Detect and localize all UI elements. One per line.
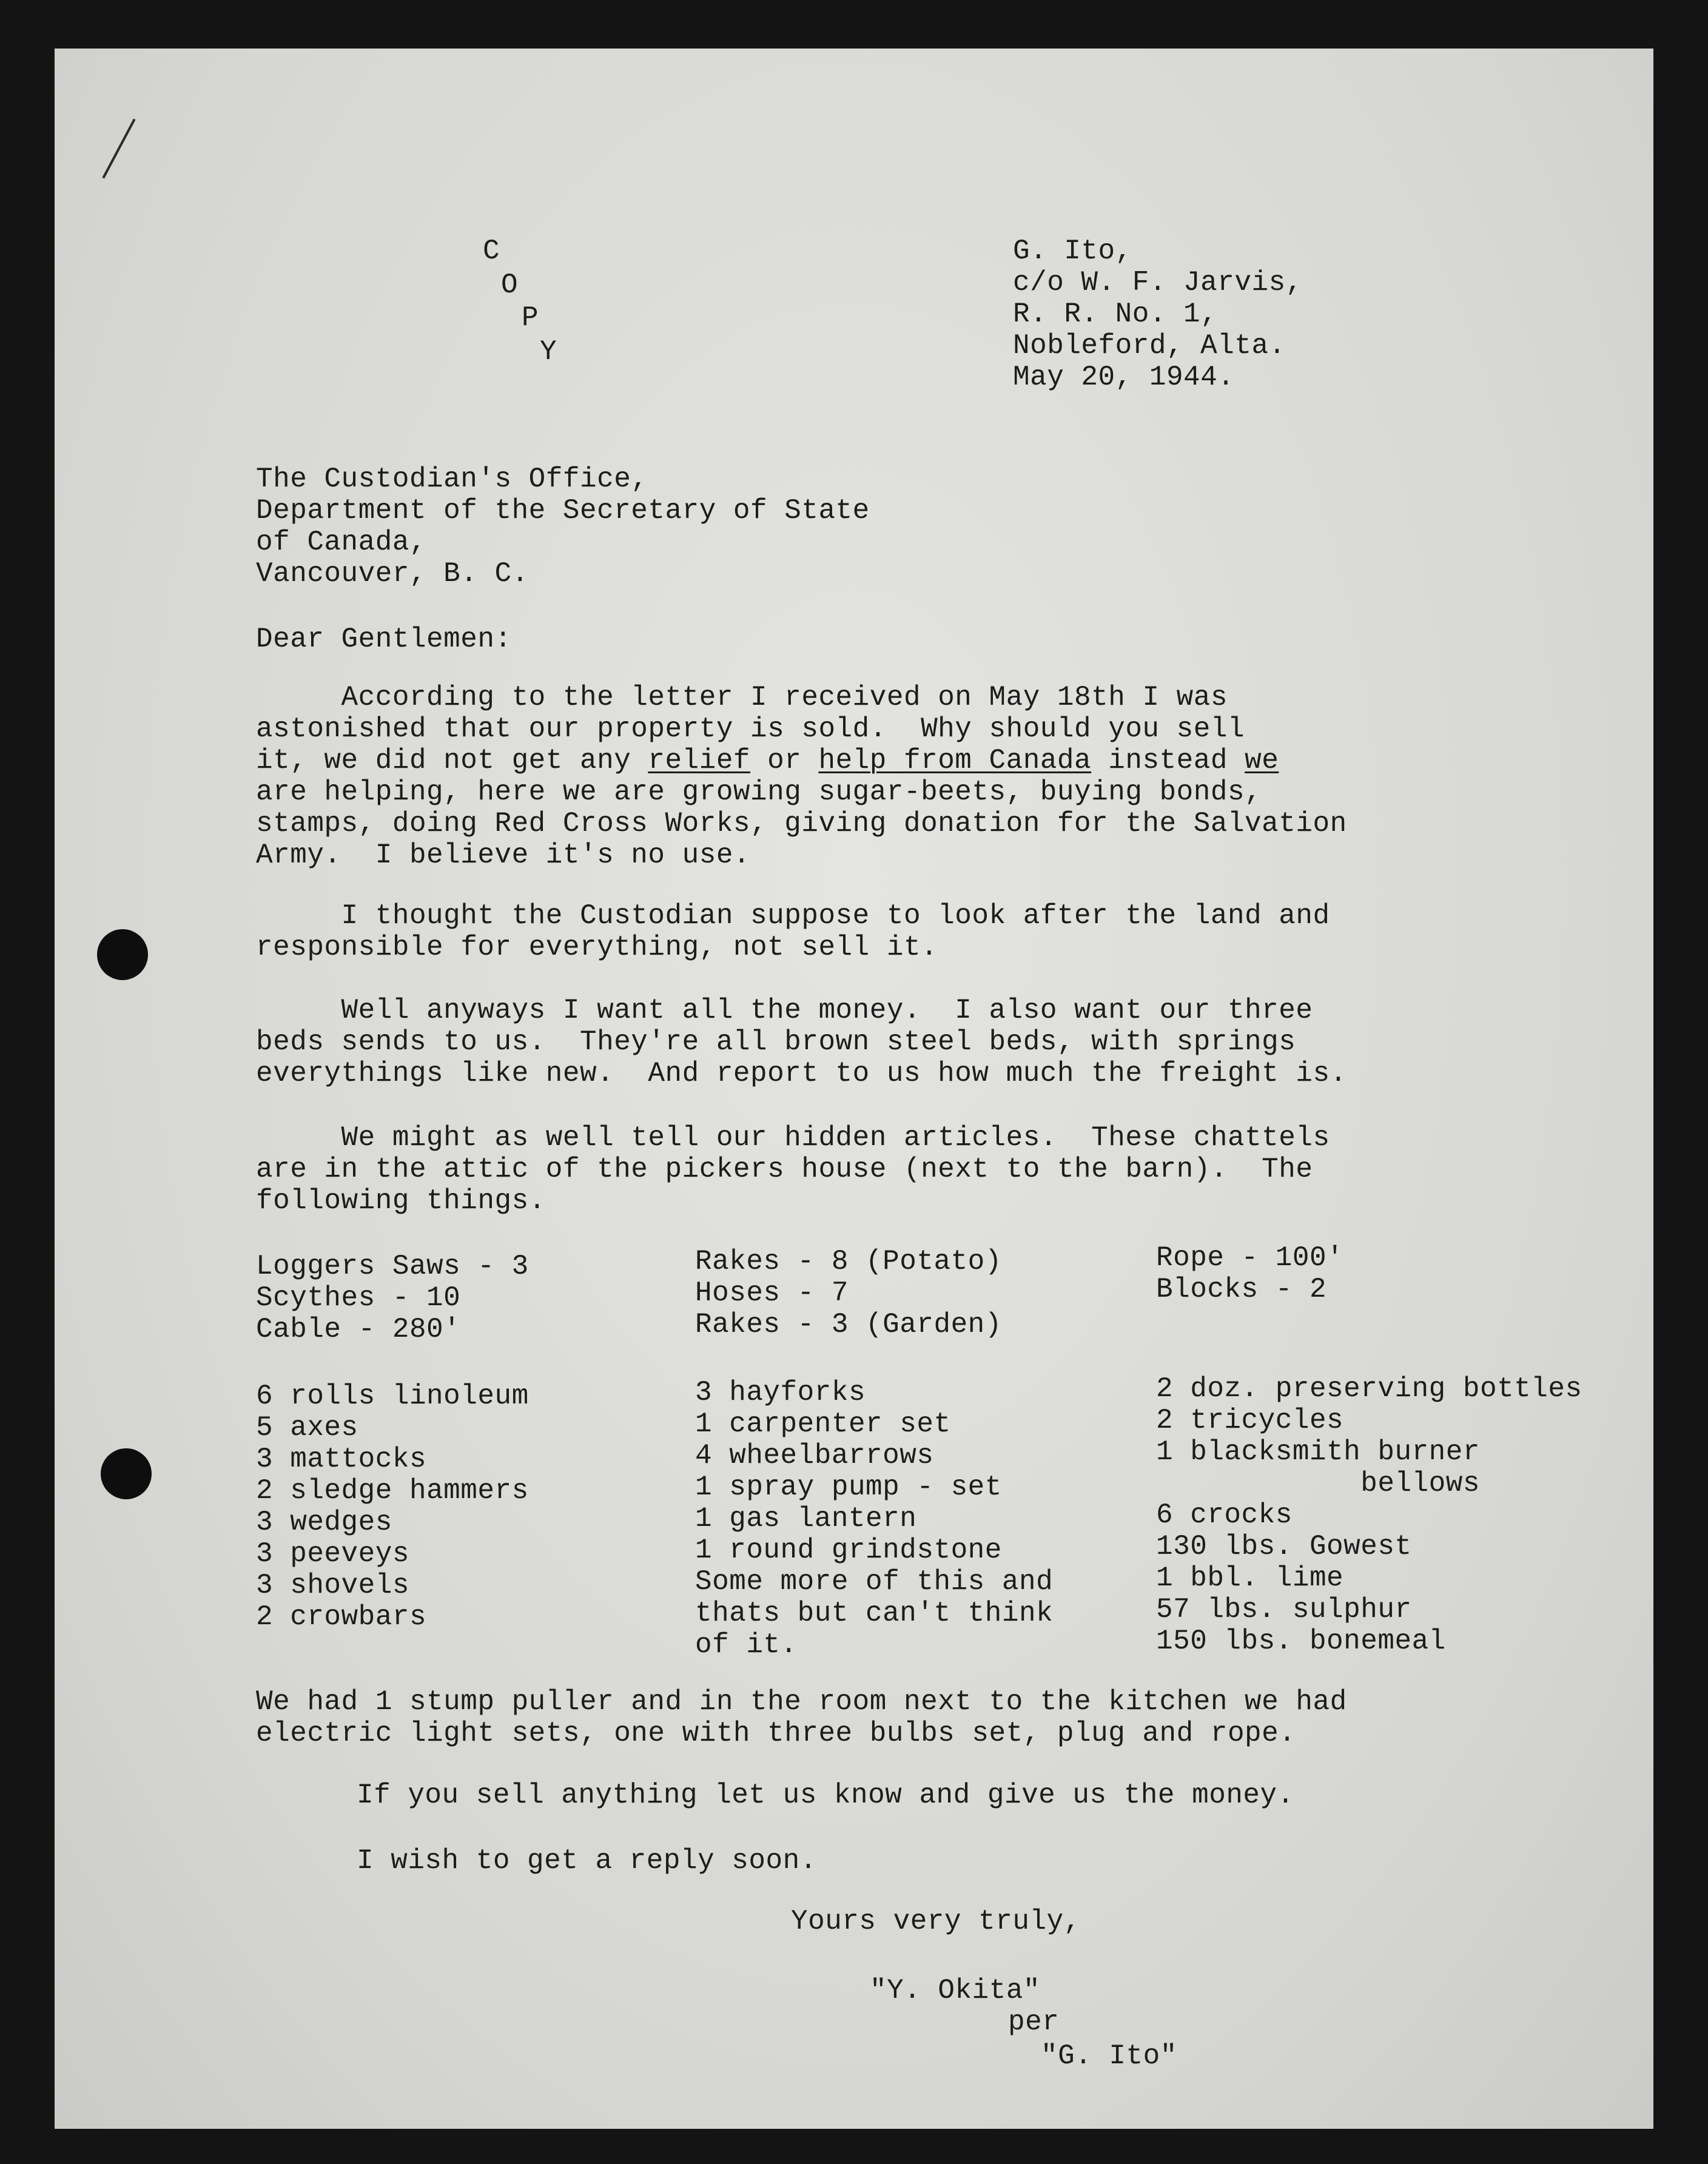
list-item: 1 round grindstone bbox=[695, 1534, 1002, 1566]
para1-line3-b: or bbox=[750, 745, 819, 776]
list1-col1 bbox=[256, 1251, 529, 1345]
list-item: 1 carpenter set bbox=[695, 1408, 951, 1440]
list-item: 1 bbl. lime bbox=[1156, 1562, 1344, 1594]
list-item: 6 rolls linoleum bbox=[256, 1380, 529, 1412]
list-item: 150 lbs. bonemeal bbox=[1156, 1625, 1446, 1657]
para1-line3-a: it, we did not get any bbox=[256, 745, 648, 776]
list-item: Blocks - 2 bbox=[1156, 1274, 1327, 1305]
text-line: electric light sets, one with three bulbs set, plug and rope. bbox=[256, 1718, 1296, 1749]
paragraph-5 bbox=[256, 1686, 1347, 1749]
signature-per: per bbox=[1008, 2006, 1060, 2038]
recipient-line: The Custodian's Office, bbox=[256, 463, 648, 495]
list-item: Hoses - 7 bbox=[695, 1277, 849, 1309]
list-item: Rope - 100' bbox=[1156, 1242, 1344, 1274]
sender-line: R. R. No. 1, bbox=[1013, 298, 1218, 330]
letter-page bbox=[55, 49, 1653, 2129]
list-item: Some more of this and bbox=[695, 1566, 1054, 1598]
paragraph-1 bbox=[256, 682, 1347, 871]
list-item: 5 axes bbox=[256, 1412, 358, 1443]
list-item: 3 wedges bbox=[256, 1507, 392, 1538]
text-line bbox=[256, 1122, 1330, 1154]
recipient-line: Vancouver, B. C. bbox=[256, 558, 529, 590]
salutation: Dear Gentlemen: bbox=[256, 623, 512, 655]
text-line bbox=[256, 900, 1330, 932]
copy-mark-y: Y bbox=[540, 336, 557, 368]
text-line: everythings like new. And report to us how much the freight is. bbox=[256, 1058, 1347, 1089]
list-item: thats but can't think bbox=[695, 1598, 1054, 1629]
para1-line3-c: instead bbox=[1091, 745, 1245, 776]
list-item: 57 lbs. sulphur bbox=[1156, 1594, 1412, 1625]
list-item: 3 mattocks bbox=[256, 1443, 427, 1475]
text-line: are in the attic of the pickers house (next to the barn). The bbox=[256, 1154, 1313, 1185]
list-item: Loggers Saws - 3 bbox=[256, 1251, 529, 1282]
text-line: following things. bbox=[256, 1185, 546, 1217]
list-item: Cable - 280' bbox=[256, 1314, 461, 1345]
sender-date: May 20, 1944. bbox=[1013, 361, 1235, 393]
list-item: 1 blacksmith burner bbox=[1156, 1436, 1480, 1468]
para4-line1: We might as well tell our hidden articles. These chattels bbox=[341, 1122, 1330, 1154]
list-item: 4 wheelbarrows bbox=[695, 1440, 934, 1471]
paragraph-2 bbox=[256, 900, 1330, 963]
stray-mark bbox=[102, 118, 135, 178]
list-item: 2 crowbars bbox=[256, 1601, 427, 1633]
sender-line: c/o W. F. Jarvis, bbox=[1013, 267, 1303, 298]
text-line: beds sends to us. They're all brown steel beds, with springs bbox=[256, 1026, 1296, 1058]
punch-hole-bottom bbox=[101, 1448, 152, 1499]
underlined-relief: relief bbox=[648, 745, 751, 776]
signature-name: "Y. Okita" bbox=[870, 1975, 1041, 2006]
list-item: 3 shovels bbox=[256, 1570, 409, 1601]
list-item: bellows bbox=[1156, 1468, 1480, 1499]
list1-col3 bbox=[1156, 1242, 1343, 1305]
copy-mark-p: P bbox=[522, 302, 539, 334]
para1-line1: According to the letter I received on May 18th I was bbox=[341, 682, 1228, 713]
paragraph-3 bbox=[256, 995, 1347, 1089]
recipient-line: of Canada, bbox=[256, 526, 427, 558]
list-item: 2 sledge hammers bbox=[256, 1475, 529, 1507]
sender-line: G. Ito, bbox=[1013, 235, 1132, 267]
list-item: 130 lbs. Gowest bbox=[1156, 1531, 1412, 1562]
paragraph-7: I wish to get a reply soon. bbox=[357, 1845, 817, 1877]
text-line: astonished that our property is sold. Why should you sell bbox=[256, 713, 1245, 745]
list-item: of it. bbox=[695, 1629, 798, 1661]
list2-col3 bbox=[1156, 1373, 1582, 1657]
paragraph-6: If you sell anything let us know and give us the money. bbox=[357, 1779, 1294, 1811]
signature-by: "G. Ito" bbox=[1041, 2040, 1177, 2072]
list-item: 3 peeveys bbox=[256, 1538, 409, 1570]
underlined-we: we bbox=[1245, 745, 1279, 776]
underlined-help-from-canada: help from Canada bbox=[818, 745, 1092, 776]
para3-line1: Well anyways I want all the money. I also want our three bbox=[341, 995, 1313, 1026]
list-item: Scythes - 10 bbox=[256, 1282, 461, 1314]
list-item: 3 hayforks bbox=[695, 1377, 866, 1408]
list-item: 1 gas lantern bbox=[695, 1503, 917, 1534]
sender-line: Nobleford, Alta. bbox=[1013, 330, 1286, 361]
text-line: stamps, doing Red Cross Works, giving donation for the Salvation bbox=[256, 808, 1347, 839]
text-line-underlined bbox=[256, 745, 1347, 776]
para2-line1: I thought the Custodian suppose to look after the land and bbox=[341, 900, 1330, 932]
text-line bbox=[256, 995, 1347, 1026]
punch-hole-top bbox=[97, 929, 148, 980]
list-item: Rakes - 3 (Garden) bbox=[695, 1309, 1002, 1340]
text-line bbox=[256, 682, 1347, 713]
closing: Yours very truly, bbox=[791, 1906, 1081, 1937]
list-item: 6 crocks bbox=[1156, 1499, 1293, 1531]
list1-col2 bbox=[695, 1246, 1002, 1340]
text-line: We had 1 stump puller and in the room next to the kitchen we had bbox=[256, 1686, 1347, 1718]
recipient-address bbox=[256, 463, 870, 590]
paragraph-4 bbox=[256, 1122, 1330, 1217]
list-item: 2 tricycles bbox=[1156, 1405, 1344, 1436]
text-line: are helping, here we are growing sugar-beets, buying bonds, bbox=[256, 776, 1262, 808]
list-item: Rakes - 8 (Potato) bbox=[695, 1246, 1002, 1277]
text-line: Army. I believe it's no use. bbox=[256, 839, 751, 871]
list-item: 1 spray pump - set bbox=[695, 1471, 1002, 1503]
copy-mark-o: O bbox=[501, 269, 519, 301]
list-item: 2 doz. preserving bottles bbox=[1156, 1373, 1582, 1405]
text-line: responsible for everything, not sell it. bbox=[256, 932, 938, 963]
recipient-line: Department of the Secretary of State bbox=[256, 495, 870, 526]
copy-mark-c: C bbox=[483, 235, 500, 267]
list2-col1 bbox=[256, 1380, 529, 1633]
sender-address bbox=[1013, 235, 1303, 393]
list2-col2 bbox=[695, 1377, 1053, 1661]
